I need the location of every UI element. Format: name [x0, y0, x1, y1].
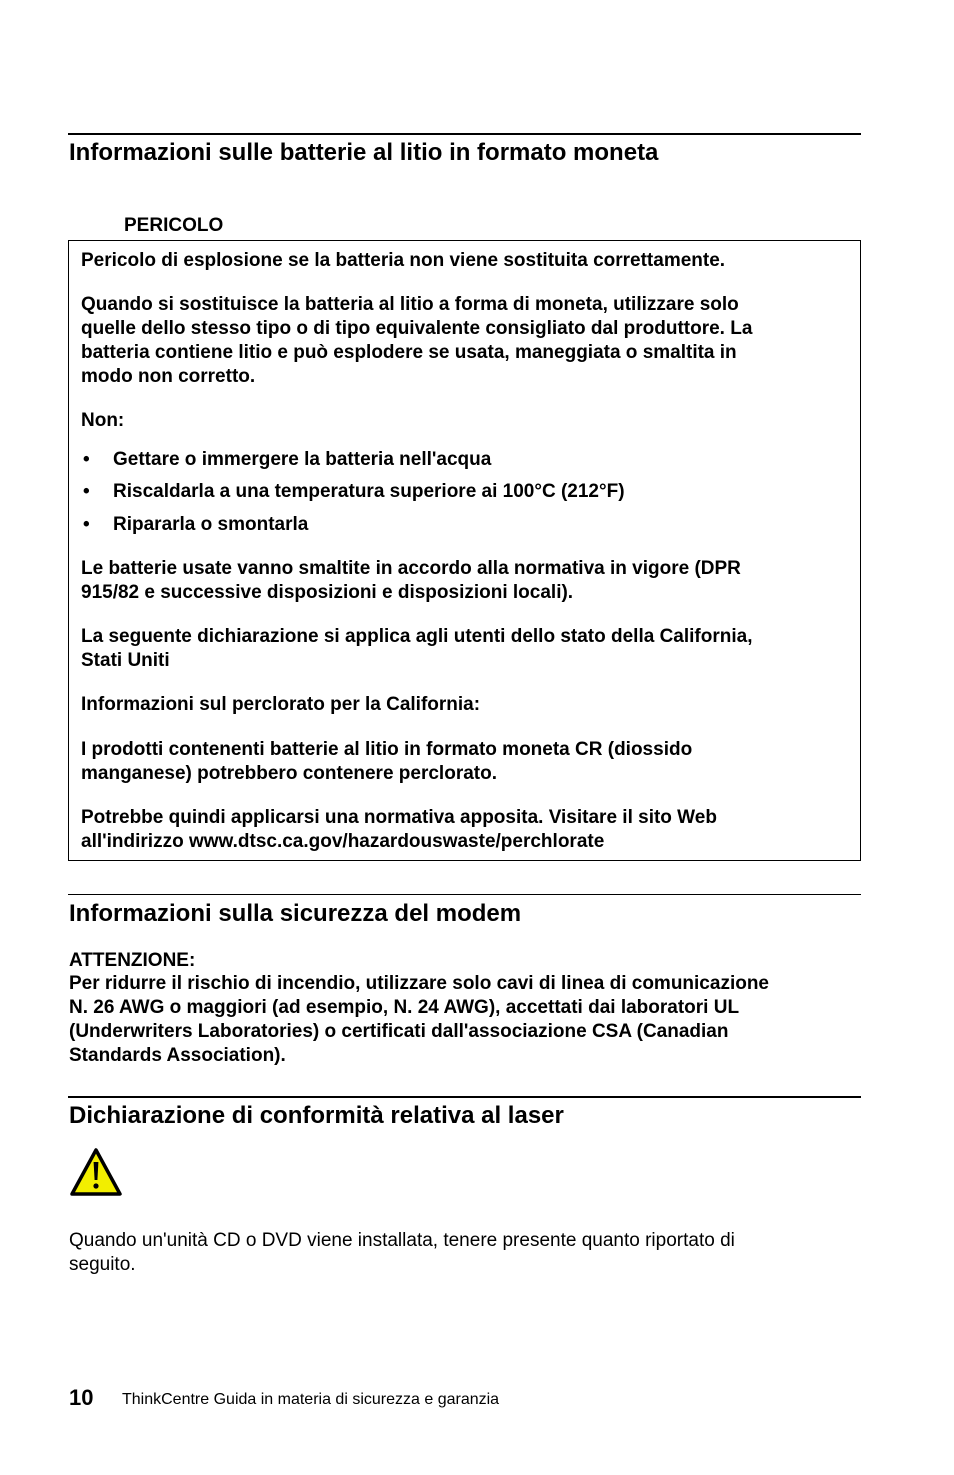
danger-paragraph-2: Quando si sostituisce la batteria al litio a forma di moneta, utilizzare solo quelle dello stesso tipo o di tipo equivalente consigliato dal produttore. La batteria contiene litio e può esplodere se usata, maneggiata o smaltita in modo non corretto.: [81, 294, 753, 387]
list-item-text: Ripararla o smontarla: [113, 514, 309, 535]
page-number: 10: [69, 1385, 94, 1410]
danger-paragraph-non: Non:: [81, 410, 125, 431]
bullet-marker: •: [83, 514, 90, 535]
footer-title: ThinkCentre Guida in materia di sicurezza e garanzia: [122, 1391, 500, 1408]
danger-paragraph-disposal: Le batterie usate vanno smaltite in accordo alla normativa in vigore (DPR 915/82 e successive disposizioni e disposizioni locali).: [81, 558, 741, 603]
bullet-marker: •: [83, 481, 90, 502]
danger-paragraph-website: Potrebbe quindi applicarsi una normativa apposita. Visitare il sito Web all'indirizzo www.dtsc.ca.gov/hazardouswaste/perchlorate: [81, 807, 717, 852]
warning-triangle-icon: [69, 1147, 123, 1197]
section-rule-modem: [68, 894, 861, 895]
section-heading-modem: Informazioni sulla sicurezza del modem: [69, 900, 522, 927]
list-item-text: Gettare o immergere la batteria nell'acqua: [113, 449, 492, 470]
section-heading-lithium-battery: Informazioni sulle batterie al litio in formato moneta: [69, 139, 659, 166]
modem-caution-text: Per ridurre il rischio di incendio, utilizzare solo cavi di linea di comunicazione N. 26 AWG o maggiori (ad esempio, N. 24 AWG), accettati dai laboratori UL (Underwriters Laboratories) o certificati dall'associazione CSA (Canadian Standards Association).: [69, 973, 770, 1066]
danger-paragraph-cr-batteries: I prodotti contenenti batterie al litio in formato moneta CR (diossido manganese) potrebbero contenere perclorato.: [81, 739, 693, 784]
bullet-marker: •: [83, 449, 90, 470]
danger-paragraph-perchlorate-info: Informazioni sul perclorato per la California:: [81, 694, 481, 715]
laser-body-text: Quando un'unità CD o DVD viene installata, tenere presente quanto riportato di seguito.: [69, 1230, 735, 1275]
list-item-text: Riscaldarla a una temperatura superiore ai 100°C (212°F): [113, 481, 625, 502]
danger-label: PERICOLO: [124, 215, 224, 236]
section-heading-laser: Dichiarazione di conformità relativa al laser: [69, 1102, 564, 1129]
section-rule-laser: [68, 1096, 861, 1098]
danger-paragraph-california: La seguente dichiarazione si applica agli utenti dello stato della California, Stati Uniti: [81, 626, 753, 671]
danger-paragraph-1: Pericolo di esplosione se la batteria non viene sostituita correttamente.: [81, 250, 726, 271]
section-rule-top: [68, 133, 861, 135]
caution-label: ATTENZIONE:: [69, 950, 196, 971]
